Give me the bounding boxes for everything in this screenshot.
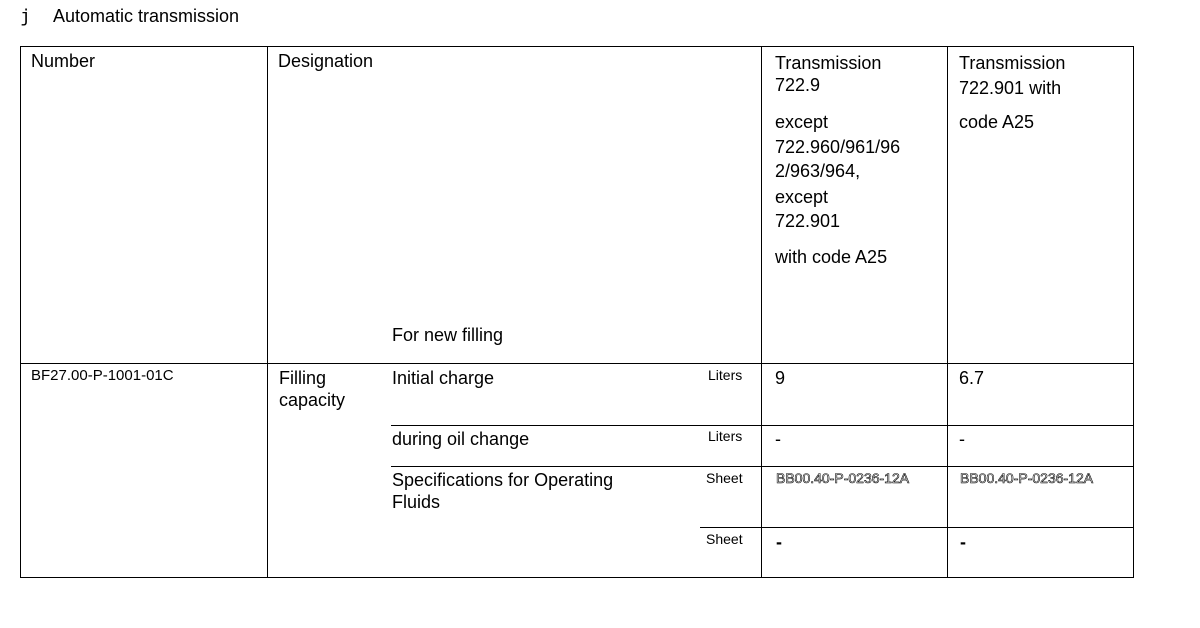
column-divider [761, 46, 762, 578]
item-value-col1: - [775, 429, 781, 449]
item-unit: Liters [708, 367, 743, 383]
row-divider [391, 466, 1134, 467]
header-col2-line: Transmission [959, 53, 1066, 73]
item-unit: Liters [708, 428, 743, 444]
row-divider [391, 425, 1134, 426]
item-label: during oil change [392, 429, 530, 449]
item-value-col2: - [960, 532, 966, 552]
header-designation: Designation [278, 51, 374, 71]
table-border-left [20, 46, 21, 578]
item-link-col2[interactable]: BB00.40-P-0236-12A [960, 470, 1094, 486]
row-number: BF27.00-P-1001-01C [31, 367, 174, 384]
item-label: Fluids [392, 492, 441, 512]
item-unit: Sheet [706, 470, 743, 486]
header-col1-line: except [775, 187, 829, 207]
bullet-j-icon: j [20, 6, 31, 27]
item-label: Initial charge [392, 368, 495, 388]
header-col2-line: 722.901 with [959, 78, 1062, 98]
header-col1-line: 722.901 [775, 211, 841, 231]
header-col1-line: with code A25 [775, 247, 888, 267]
row-designation-line: capacity [279, 390, 346, 410]
column-divider [267, 46, 268, 578]
item-value-col1: - [776, 532, 782, 552]
table-border-top [20, 46, 1134, 47]
header-number: Number [31, 51, 96, 71]
header-for-new-filling: For new filling [392, 325, 504, 345]
item-value-col2: - [959, 429, 965, 449]
item-link-col1[interactable]: BB00.40-P-0236-12A [776, 470, 910, 486]
header-col1-line: 722.9 [775, 75, 821, 95]
header-divider [20, 363, 1134, 364]
table-border-right [1133, 46, 1134, 578]
header-col1-line: except [775, 112, 829, 132]
column-divider [947, 46, 948, 578]
header-col1-line: Transmission [775, 53, 882, 73]
section-title: Automatic transmission [53, 6, 240, 26]
row-designation-line: Filling [279, 368, 327, 388]
header-col2-line: code A25 [959, 112, 1035, 132]
header-col1-line: 722.960/961/96 [775, 137, 901, 157]
row-divider [700, 527, 1134, 528]
header-col1-line: 2/963/964, [775, 161, 861, 181]
item-unit: Sheet [706, 531, 743, 547]
item-value-col2: 6.7 [959, 368, 985, 388]
table-border-bottom [20, 577, 1134, 578]
item-value-col1: 9 [775, 368, 786, 388]
item-label: Specifications for Operating [392, 470, 614, 490]
